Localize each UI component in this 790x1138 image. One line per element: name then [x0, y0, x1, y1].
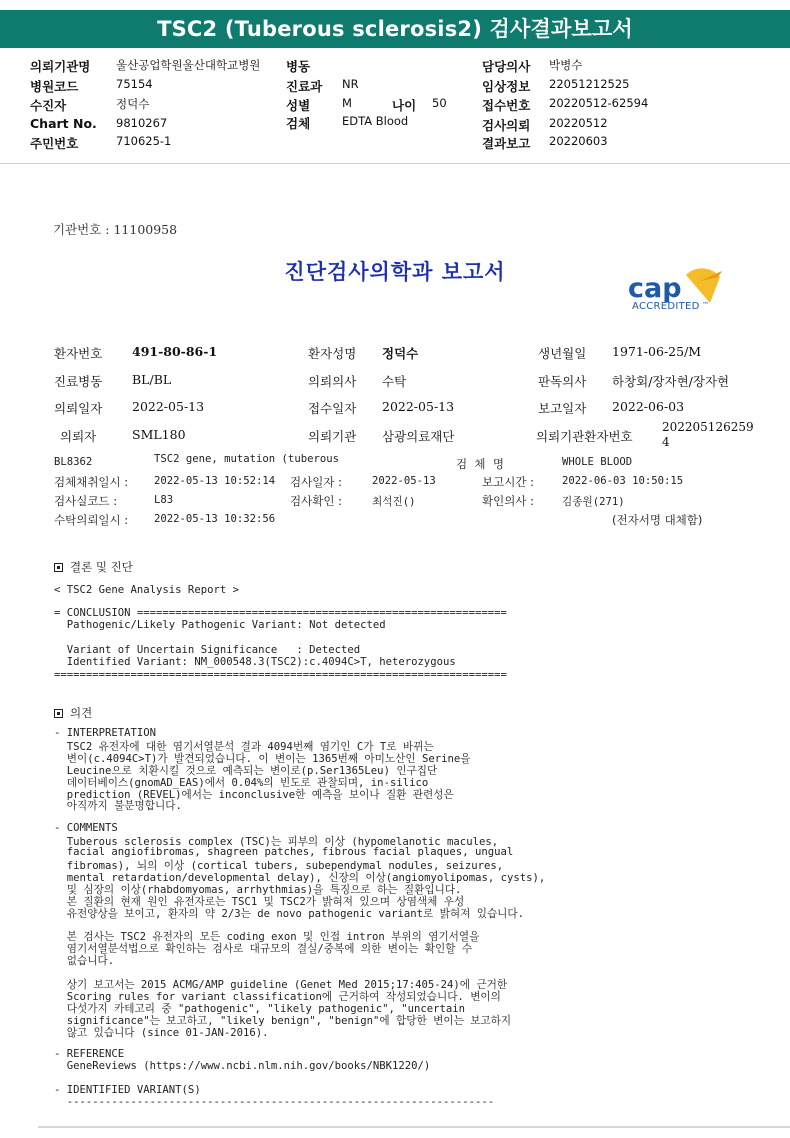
- header-label: 나이: [392, 98, 417, 113]
- section-opinion-title: 의견: [70, 706, 93, 720]
- text-line: 본 검사는 TSC2 유전자의 모든 coding exon 및 인접 intron 부위의 염기서열을: [54, 931, 480, 944]
- header-label: 담당의사: [482, 59, 531, 74]
- text-line: 및 심장의 이상(rhabdomyomas, arrhythmias)을 특징으로 하는 질환입니다.: [54, 883, 462, 896]
- header-value: 정덕수: [116, 97, 150, 111]
- info-value-report-date: 2022-06-03: [612, 399, 685, 414]
- info-label: 환자성명: [308, 346, 357, 361]
- text-line: Variant of Uncertain Significance : Detected: [54, 643, 361, 656]
- report-time-label: 보고시간 :: [482, 475, 534, 489]
- text-line: 염기서열분석법으로 확인하는 검사로 대규모의 결실/중복에 의한 변이는 확인할 수: [54, 943, 473, 956]
- header-value: 울산공업학원울산대학교병원: [116, 58, 261, 72]
- text-line: GeneReviews (https://www.ncbi.nlm.nih.gov/books/NBK1220/): [54, 1060, 431, 1073]
- info-value-inst-patient-no-cont: 4: [662, 435, 670, 449]
- section-conclusion-title: 결론 및 진단: [70, 560, 133, 574]
- report-name: < TSC2 Gene Analysis Report >: [54, 584, 239, 596]
- header-value: EDTA Blood: [342, 114, 409, 128]
- cap-accredited-logo: [626, 263, 746, 318]
- info-value-ordering-doctor: 수탁: [382, 374, 407, 389]
- header-value: 22051212525: [549, 77, 630, 91]
- info-value-patient-name: 정덕수: [382, 346, 419, 361]
- text-line: - IDENTIFIED VARIANT(S): [54, 1084, 201, 1096]
- info-value-requester: SML180: [132, 427, 186, 442]
- header-label: 병동: [286, 59, 311, 74]
- text-line: - INTERPRETATION: [54, 727, 157, 739]
- info-label: 생년월일: [538, 346, 587, 361]
- text-line: Leucine으로 치환시킬 것으로 예측되는 변이로(p.Ser1365Leu) 인구집단: [54, 764, 438, 777]
- text-line: 않고 있습니다 (since 01-JAN-2016).: [54, 1026, 269, 1039]
- header-value: 710625-1: [116, 134, 172, 148]
- header-value: 9810267: [116, 116, 168, 130]
- text-line: 변이(c.4094C>T)가 발견되었습니다. 이 변이는 1365번째 아미노산인 Serine을: [54, 752, 471, 765]
- testdate-value: 2022-05-13: [372, 475, 436, 487]
- info-label: 환자번호: [54, 346, 103, 361]
- room-value: L83: [154, 494, 174, 506]
- room-label: 검사실코드 :: [54, 494, 118, 508]
- header-label: 의뢰기관명: [30, 59, 91, 74]
- header-value: 50: [432, 96, 447, 110]
- collect-value: 2022-05-13 10:52:14: [154, 475, 276, 487]
- text-line: facial angiofibromas, shagreen patches, fibrous facial plaques, ungual: [54, 846, 514, 858]
- header-label: 결과보고: [482, 136, 531, 151]
- header-label: 접수번호: [482, 98, 531, 113]
- confirm-label: 검사확인 :: [290, 494, 342, 508]
- text-line: - COMMENTS: [54, 822, 118, 835]
- cap-logo-text: cap: [628, 273, 682, 304]
- info-value-reading-doctor: 하창회/장자현/장자현: [612, 374, 730, 389]
- ordered-label: 수탁의뢰일시 :: [54, 513, 129, 527]
- info-label: 의뢰의사: [308, 374, 357, 389]
- text-line: fibromas), 뇌의 이상 (cortical tubers, subependymal nodules, seizures,: [54, 859, 504, 872]
- text-line: mental retardation/developmental delay), 신장의 이상(angiomyolipomas, cysts),: [54, 871, 546, 884]
- org-number: 기관번호 : 11100958: [53, 222, 178, 237]
- header-value: 20220512: [549, 116, 608, 130]
- text-line: TSC2 유전자에 대한 염기서열분석 결과 4094번째 염기인 C가 T로 바뀌는: [54, 740, 434, 753]
- test-code: BL8362: [54, 456, 93, 468]
- info-label: 접수일자: [308, 401, 357, 416]
- text-line: Identified Variant: NM_000548.3(TSC2):c.4094C>T, heterozygous: [54, 656, 456, 669]
- text-line: 상기 보고서는 2015 ACMG/AMP guideline (Genet Med 2015;17:405-24)에 근거한: [54, 978, 508, 991]
- report-time-value: 2022-06-03 10:50:15: [562, 475, 684, 487]
- info-label: 보고일자: [538, 401, 587, 416]
- text-line: 본 질환의 현재 원인 유전자로는 TSC1 및 TSC2가 밝혀져 있으며 상염색체 우성: [54, 895, 465, 908]
- section-bullet-icon: [54, 563, 63, 572]
- text-line: = CONCLUSION ==========================================================: [54, 607, 507, 619]
- testdate-label: 검사일자 :: [290, 475, 342, 489]
- text-line: Tuberous sclerosis complex (TSC)는 피부의 이상 (hypomelanotic macules,: [54, 836, 499, 849]
- document-title: 진단검사의학과 보고서: [284, 260, 506, 284]
- cap-logo-mark: ™: [702, 301, 709, 309]
- info-value-order-date: 2022-05-13: [132, 399, 205, 414]
- header-label: 검체: [286, 116, 311, 131]
- header-label: 검사의뢰: [482, 118, 531, 133]
- header-label: 주민번호: [30, 136, 79, 151]
- ordered-value: 2022-05-13 10:32:56: [154, 513, 276, 525]
- section-opinion-heading: [54, 705, 92, 721]
- info-value-inst-patient-no: 202205126259: [662, 420, 754, 434]
- info-label: 진료병동: [54, 374, 103, 389]
- section-bullet-icon: [54, 709, 63, 718]
- info-label: 의뢰일자: [54, 401, 103, 416]
- text-line: =======================================================================: [54, 668, 507, 681]
- info-value-receipt-date: 2022-05-13: [382, 399, 455, 414]
- header-value: 75154: [116, 77, 153, 91]
- header-value: 박병수: [549, 58, 583, 72]
- text-line: significance"는 보고하고, "likely benign", "benign"에 합당한 변이는 보고하지: [54, 1014, 512, 1027]
- header-value: 20220603: [549, 134, 608, 148]
- info-value-institution: 삼광의료재단: [382, 429, 455, 444]
- confirm-doctor-label: 확인의사 :: [482, 494, 534, 508]
- text-line: Scoring rules for variant classification에 근거하여 작성되었습니다. 변이의: [54, 990, 501, 1003]
- header-label: Chart No.: [30, 116, 97, 131]
- text-line: 다섯가지 카테고리 중 "pathogenic", "likely pathogenic", "uncertain: [54, 1002, 466, 1015]
- text-line: 아직까지 불분명합니다.: [54, 800, 182, 813]
- text-line: Pathogenic/Likely Pathogenic Variant: Not detected: [54, 619, 386, 632]
- text-line: 없습니다.: [54, 955, 115, 968]
- confirm-value: 최석진(): [372, 496, 416, 508]
- header-label: 병원코드: [30, 79, 79, 94]
- header-value: M: [342, 96, 352, 110]
- esign-note: (전자서명 대체함): [612, 513, 703, 527]
- header-value: NR: [342, 77, 359, 91]
- text-line: 데이터베이스(gnomAD_EAS)에서 0.04%의 빈도로 관찰되며, in-silico: [54, 776, 429, 789]
- header-value: 20220512-62594: [549, 96, 649, 110]
- report-title: TSC2 (Tuberous sclerosis2) 검사결과보고서: [157, 17, 633, 41]
- text-line: 유전양상을 보이고, 환자의 약 2/3는 de novo pathogenic variant로 밝혀져 있습니다.: [54, 907, 525, 920]
- specimen-label: 검 체 명: [456, 457, 504, 471]
- confirm-doctor-value: 김종원(271): [562, 496, 625, 508]
- info-label: 의뢰기관환자번호: [536, 429, 633, 444]
- text-line: - REFERENCE: [54, 1048, 125, 1061]
- info-value-ward: BL/BL: [132, 372, 172, 387]
- text-line: -------------------------------------------------------------------: [54, 1095, 495, 1108]
- info-label: 판독의사: [538, 374, 587, 389]
- specimen-value: WHOLE BLOOD: [562, 456, 633, 468]
- info-label: 의뢰기관: [308, 429, 357, 444]
- info-value-patient-no: 491-80-86-1: [132, 344, 218, 359]
- text-line: prediction (REVEL)에서는 inconclusive한 예측을 보이나 질환 관련성은: [54, 788, 454, 801]
- header-label: 성별: [286, 98, 311, 113]
- header-label: 진료과: [286, 79, 323, 94]
- cap-logo-sub: ACCREDITED: [632, 301, 700, 312]
- section-conclusion-heading: [54, 559, 133, 575]
- info-value-birth: 1971-06-25/M: [612, 344, 702, 359]
- info-label: 의뢰자: [60, 429, 97, 444]
- header-label: 수진자: [30, 98, 67, 113]
- page-bottom-divider: [38, 1126, 790, 1128]
- collect-label: 검체채취일시 :: [54, 475, 129, 489]
- header-label: 임상정보: [482, 79, 531, 94]
- test-name: TSC2 gene, mutation (tuberous: [154, 453, 339, 465]
